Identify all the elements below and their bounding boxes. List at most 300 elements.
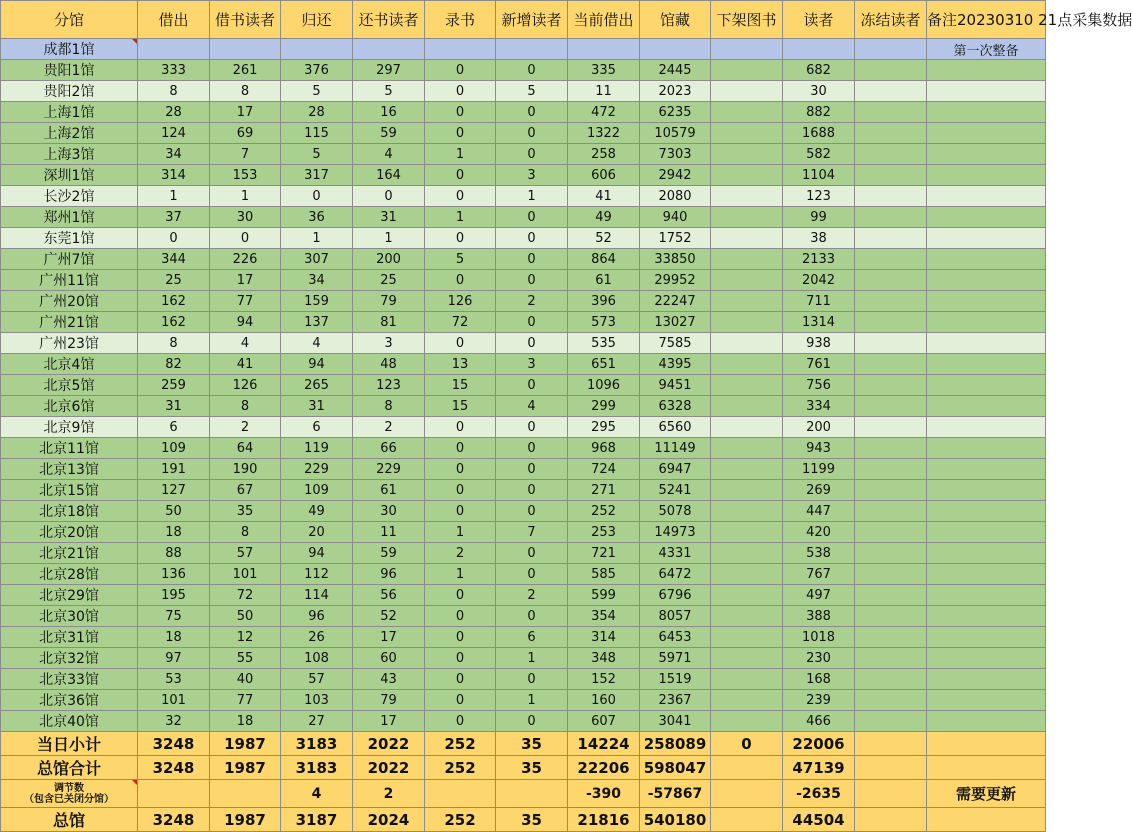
value-cell[interactable]: 40 (210, 669, 281, 690)
row-label-cell[interactable]: 总馆 (1, 808, 138, 832)
memo-cell[interactable] (927, 228, 1046, 249)
column-header[interactable]: 下架图书 (711, 1, 783, 39)
value-cell[interactable]: 258 (568, 144, 640, 165)
value-cell[interactable]: 5 (353, 81, 425, 102)
branch-name-cell[interactable]: 广州21馆 (1, 312, 138, 333)
value-cell[interactable]: 30 (210, 207, 281, 228)
branch-name-cell[interactable]: 郑州1馆 (1, 207, 138, 228)
value-cell[interactable]: 943 (783, 438, 855, 459)
value-cell[interactable]: 17 (210, 270, 281, 291)
value-cell[interactable]: 64 (210, 438, 281, 459)
branch-name-cell[interactable]: 广州11馆 (1, 270, 138, 291)
value-cell[interactable]: 34 (138, 144, 210, 165)
value-cell[interactable] (711, 228, 783, 249)
branch-name-cell[interactable]: 北京32馆 (1, 648, 138, 669)
value-cell[interactable] (855, 291, 927, 312)
value-cell[interactable] (711, 690, 783, 711)
value-cell[interactable]: 22206 (568, 756, 640, 780)
value-cell[interactable] (855, 808, 927, 832)
value-cell[interactable]: 152 (568, 669, 640, 690)
value-cell[interactable]: 2445 (640, 60, 711, 81)
value-cell[interactable]: 252 (568, 501, 640, 522)
value-cell[interactable]: 0 (425, 60, 496, 81)
value-cell[interactable]: 153 (210, 165, 281, 186)
value-cell[interactable]: 0 (425, 648, 496, 669)
branch-name-cell[interactable]: 北京36馆 (1, 690, 138, 711)
value-cell[interactable] (711, 312, 783, 333)
value-cell[interactable]: 271 (568, 480, 640, 501)
row-label-cell[interactable]: 当日小计 (1, 732, 138, 756)
value-cell[interactable]: 295 (568, 417, 640, 438)
memo-cell[interactable] (927, 585, 1046, 606)
value-cell[interactable]: 34 (281, 270, 353, 291)
value-cell[interactable] (711, 375, 783, 396)
memo-cell[interactable] (927, 564, 1046, 585)
value-cell[interactable]: 17 (353, 711, 425, 732)
value-cell[interactable]: 0 (496, 564, 568, 585)
value-cell[interactable]: 7 (496, 522, 568, 543)
value-cell[interactable] (855, 459, 927, 480)
value-cell[interactable] (711, 60, 783, 81)
value-cell[interactable] (855, 627, 927, 648)
value-cell[interactable] (855, 756, 927, 780)
value-cell[interactable]: 82 (138, 354, 210, 375)
value-cell[interactable]: 226 (210, 249, 281, 270)
value-cell[interactable]: 69 (210, 123, 281, 144)
value-cell[interactable]: 761 (783, 354, 855, 375)
value-cell[interactable]: 0 (496, 543, 568, 564)
value-cell[interactable] (711, 144, 783, 165)
column-header[interactable]: 还书读者 (353, 1, 425, 39)
value-cell[interactable]: 599 (568, 585, 640, 606)
value-cell[interactable]: 1 (425, 144, 496, 165)
column-header[interactable]: 录书 (425, 1, 496, 39)
value-cell[interactable] (855, 249, 927, 270)
value-cell[interactable]: 472 (568, 102, 640, 123)
value-cell[interactable] (855, 543, 927, 564)
value-cell[interactable]: 4395 (640, 354, 711, 375)
column-header[interactable]: 分馆 (1, 1, 138, 39)
value-cell[interactable]: 13027 (640, 312, 711, 333)
value-cell[interactable]: 0 (425, 669, 496, 690)
value-cell[interactable]: 6472 (640, 564, 711, 585)
value-cell[interactable]: 0 (496, 333, 568, 354)
value-cell[interactable]: 162 (138, 312, 210, 333)
value-cell[interactable]: 94 (281, 354, 353, 375)
value-cell[interactable]: 756 (783, 375, 855, 396)
value-cell[interactable]: 269 (783, 480, 855, 501)
value-cell[interactable]: 123 (783, 186, 855, 207)
value-cell[interactable]: -2635 (783, 780, 855, 808)
value-cell[interactable] (855, 270, 927, 291)
value-cell[interactable]: 28 (281, 102, 353, 123)
value-cell[interactable] (711, 81, 783, 102)
value-cell[interactable]: 67 (210, 480, 281, 501)
value-cell[interactable] (711, 354, 783, 375)
value-cell[interactable]: 4 (353, 144, 425, 165)
value-cell[interactable]: 7585 (640, 333, 711, 354)
memo-cell[interactable] (927, 522, 1046, 543)
value-cell[interactable]: 3 (496, 165, 568, 186)
value-cell[interactable]: 1987 (210, 808, 281, 832)
value-cell[interactable]: 72 (425, 312, 496, 333)
value-cell[interactable]: 200 (353, 249, 425, 270)
column-header[interactable]: 借书读者 (210, 1, 281, 39)
value-cell[interactable]: 101 (138, 690, 210, 711)
value-cell[interactable]: 22247 (640, 291, 711, 312)
value-cell[interactable]: 0 (496, 102, 568, 123)
value-cell[interactable]: 5 (496, 81, 568, 102)
column-header[interactable]: 当前借出 (568, 1, 640, 39)
value-cell[interactable]: 160 (568, 690, 640, 711)
value-cell[interactable]: 190 (210, 459, 281, 480)
value-cell[interactable] (855, 669, 927, 690)
memo-cell[interactable] (927, 144, 1046, 165)
value-cell[interactable]: 0 (425, 186, 496, 207)
value-cell[interactable]: 259 (138, 375, 210, 396)
value-cell[interactable]: 49 (281, 501, 353, 522)
value-cell[interactable]: 0 (496, 249, 568, 270)
value-cell[interactable]: 0 (496, 501, 568, 522)
value-cell[interactable]: 50 (210, 606, 281, 627)
value-cell[interactable] (711, 669, 783, 690)
value-cell[interactable]: 126 (210, 375, 281, 396)
value-cell[interactable]: 5971 (640, 648, 711, 669)
branch-name-cell[interactable]: 东莞1馆 (1, 228, 138, 249)
memo-cell[interactable] (927, 354, 1046, 375)
memo-cell[interactable] (927, 732, 1046, 756)
value-cell[interactable]: 4 (210, 333, 281, 354)
value-cell[interactable]: 28 (138, 102, 210, 123)
value-cell[interactable] (711, 627, 783, 648)
value-cell[interactable]: 4 (281, 333, 353, 354)
value-cell[interactable]: 37 (138, 207, 210, 228)
value-cell[interactable]: 112 (281, 564, 353, 585)
value-cell[interactable]: 11 (353, 522, 425, 543)
value-cell[interactable]: 0 (711, 732, 783, 756)
branch-name-cell[interactable]: 北京5馆 (1, 375, 138, 396)
value-cell[interactable]: 335 (568, 60, 640, 81)
value-cell[interactable]: 8 (210, 81, 281, 102)
value-cell[interactable]: 2 (210, 417, 281, 438)
value-cell[interactable] (711, 606, 783, 627)
value-cell[interactable]: 1752 (640, 228, 711, 249)
value-cell[interactable]: 31 (353, 207, 425, 228)
value-cell[interactable] (855, 102, 927, 123)
memo-cell[interactable] (927, 480, 1046, 501)
memo-cell[interactable] (927, 690, 1046, 711)
branch-name-cell[interactable]: 贵阳2馆 (1, 81, 138, 102)
value-cell[interactable]: 96 (281, 606, 353, 627)
value-cell[interactable]: 2 (496, 585, 568, 606)
value-cell[interactable]: 0 (496, 144, 568, 165)
value-cell[interactable]: 1018 (783, 627, 855, 648)
value-cell[interactable]: 1 (281, 228, 353, 249)
value-cell[interactable]: 497 (783, 585, 855, 606)
value-cell[interactable]: 0 (425, 459, 496, 480)
memo-cell[interactable] (927, 312, 1046, 333)
value-cell[interactable]: 0 (281, 186, 353, 207)
value-cell[interactable] (855, 39, 927, 60)
value-cell[interactable] (855, 165, 927, 186)
value-cell[interactable] (711, 102, 783, 123)
memo-cell[interactable] (927, 165, 1046, 186)
value-cell[interactable]: 3 (496, 354, 568, 375)
value-cell[interactable]: 35 (496, 756, 568, 780)
value-cell[interactable]: 96 (353, 564, 425, 585)
value-cell[interactable]: 344 (138, 249, 210, 270)
branch-name-cell[interactable]: 北京11馆 (1, 438, 138, 459)
value-cell[interactable]: 252 (425, 756, 496, 780)
value-cell[interactable]: 77 (210, 291, 281, 312)
value-cell[interactable]: 314 (138, 165, 210, 186)
column-header[interactable]: 新增读者 (496, 1, 568, 39)
value-cell[interactable] (711, 249, 783, 270)
value-cell[interactable] (855, 228, 927, 249)
value-cell[interactable]: 1322 (568, 123, 640, 144)
value-cell[interactable]: 0 (496, 711, 568, 732)
value-cell[interactable] (711, 333, 783, 354)
value-cell[interactable]: 333 (138, 60, 210, 81)
value-cell[interactable]: 1 (425, 564, 496, 585)
value-cell[interactable]: 606 (568, 165, 640, 186)
value-cell[interactable]: 348 (568, 648, 640, 669)
column-header[interactable]: 冻结读者 (855, 1, 927, 39)
value-cell[interactable]: 314 (568, 627, 640, 648)
value-cell[interactable]: 253 (568, 522, 640, 543)
value-cell[interactable]: 230 (783, 648, 855, 669)
memo-cell[interactable] (927, 249, 1046, 270)
value-cell[interactable]: 258089 (640, 732, 711, 756)
value-cell[interactable] (711, 165, 783, 186)
value-cell[interactable]: 6 (281, 417, 353, 438)
value-cell[interactable]: 598047 (640, 756, 711, 780)
value-cell[interactable]: 6560 (640, 417, 711, 438)
value-cell[interactable]: 8057 (640, 606, 711, 627)
value-cell[interactable]: 59 (353, 543, 425, 564)
value-cell[interactable]: 33850 (640, 249, 711, 270)
value-cell[interactable]: 0 (425, 333, 496, 354)
value-cell[interactable]: 538 (783, 543, 855, 564)
value-cell[interactable]: 11 (568, 81, 640, 102)
value-cell[interactable] (855, 564, 927, 585)
value-cell[interactable]: 0 (425, 480, 496, 501)
value-cell[interactable]: 12 (210, 627, 281, 648)
value-cell[interactable]: 265 (281, 375, 353, 396)
value-cell[interactable]: 0 (425, 690, 496, 711)
value-cell[interactable] (855, 312, 927, 333)
value-cell[interactable]: 864 (568, 249, 640, 270)
value-cell[interactable]: 2023 (640, 81, 711, 102)
memo-cell[interactable] (927, 808, 1046, 832)
value-cell[interactable]: 711 (783, 291, 855, 312)
value-cell[interactable] (855, 501, 927, 522)
value-cell[interactable] (711, 207, 783, 228)
value-cell[interactable] (711, 459, 783, 480)
value-cell[interactable]: 607 (568, 711, 640, 732)
value-cell[interactable]: 0 (425, 438, 496, 459)
value-cell[interactable]: 8 (210, 396, 281, 417)
value-cell[interactable]: 15 (425, 375, 496, 396)
value-cell[interactable]: 14224 (568, 732, 640, 756)
value-cell[interactable]: 55 (210, 648, 281, 669)
value-cell[interactable]: 307 (281, 249, 353, 270)
value-cell[interactable]: 6235 (640, 102, 711, 123)
value-cell[interactable]: 2 (353, 780, 425, 808)
value-cell[interactable]: 1987 (210, 732, 281, 756)
value-cell[interactable]: 252 (425, 732, 496, 756)
value-cell[interactable]: 53 (138, 669, 210, 690)
branch-name-cell[interactable]: 深圳1馆 (1, 165, 138, 186)
value-cell[interactable]: 252 (425, 808, 496, 832)
value-cell[interactable]: 52 (568, 228, 640, 249)
value-cell[interactable]: 582 (783, 144, 855, 165)
value-cell[interactable]: 2022 (353, 732, 425, 756)
memo-cell[interactable] (927, 711, 1046, 732)
value-cell[interactable]: 44504 (783, 808, 855, 832)
value-cell[interactable] (281, 39, 353, 60)
memo-cell[interactable] (927, 669, 1046, 690)
branch-name-cell[interactable]: 北京28馆 (1, 564, 138, 585)
value-cell[interactable]: 15 (425, 396, 496, 417)
value-cell[interactable] (855, 354, 927, 375)
value-cell[interactable]: 239 (783, 690, 855, 711)
value-cell[interactable]: 3183 (281, 756, 353, 780)
value-cell[interactable]: 0 (425, 123, 496, 144)
value-cell[interactable]: 6947 (640, 459, 711, 480)
memo-cell[interactable] (927, 501, 1046, 522)
value-cell[interactable]: 21816 (568, 808, 640, 832)
value-cell[interactable] (711, 291, 783, 312)
value-cell[interactable] (138, 780, 210, 808)
value-cell[interactable] (855, 732, 927, 756)
value-cell[interactable]: 35 (496, 732, 568, 756)
value-cell[interactable]: 1987 (210, 756, 281, 780)
value-cell[interactable]: 27 (281, 711, 353, 732)
value-cell[interactable]: 4331 (640, 543, 711, 564)
branch-name-cell[interactable]: 北京21馆 (1, 543, 138, 564)
value-cell[interactable]: 18 (210, 711, 281, 732)
branch-name-cell[interactable]: 北京13馆 (1, 459, 138, 480)
column-header[interactable]: 馆藏 (640, 1, 711, 39)
value-cell[interactable]: 26 (281, 627, 353, 648)
value-cell[interactable] (711, 39, 783, 60)
value-cell[interactable]: 97 (138, 648, 210, 669)
memo-cell[interactable] (927, 270, 1046, 291)
value-cell[interactable]: 1096 (568, 375, 640, 396)
value-cell[interactable]: 1 (353, 228, 425, 249)
value-cell[interactable]: 195 (138, 585, 210, 606)
value-cell[interactable]: 3 (353, 333, 425, 354)
value-cell[interactable]: 376 (281, 60, 353, 81)
value-cell[interactable]: 31 (281, 396, 353, 417)
value-cell[interactable]: 3248 (138, 808, 210, 832)
value-cell[interactable]: 0 (425, 585, 496, 606)
value-cell[interactable] (855, 60, 927, 81)
value-cell[interactable]: 1 (496, 648, 568, 669)
value-cell[interactable]: 0 (496, 669, 568, 690)
value-cell[interactable]: 59 (353, 123, 425, 144)
value-cell[interactable]: 297 (353, 60, 425, 81)
value-cell[interactable] (711, 417, 783, 438)
value-cell[interactable]: 466 (783, 711, 855, 732)
branch-name-cell[interactable]: 北京9馆 (1, 417, 138, 438)
value-cell[interactable] (711, 480, 783, 501)
memo-cell[interactable] (927, 396, 1046, 417)
branch-name-cell[interactable]: 北京33馆 (1, 669, 138, 690)
value-cell[interactable]: 2080 (640, 186, 711, 207)
value-cell[interactable] (783, 39, 855, 60)
value-cell[interactable] (855, 123, 927, 144)
value-cell[interactable]: 136 (138, 564, 210, 585)
value-cell[interactable]: 940 (640, 207, 711, 228)
branch-name-cell[interactable]: 长沙2馆 (1, 186, 138, 207)
value-cell[interactable]: 77 (210, 690, 281, 711)
value-cell[interactable] (496, 780, 568, 808)
value-cell[interactable] (711, 501, 783, 522)
value-cell[interactable]: 2133 (783, 249, 855, 270)
value-cell[interactable]: 4 (281, 780, 353, 808)
value-cell[interactable]: 1 (138, 186, 210, 207)
branch-name-cell[interactable]: 广州20馆 (1, 291, 138, 312)
value-cell[interactable]: 126 (425, 291, 496, 312)
value-cell[interactable] (496, 39, 568, 60)
value-cell[interactable]: 317 (281, 165, 353, 186)
value-cell[interactable]: 724 (568, 459, 640, 480)
value-cell[interactable]: 0 (210, 228, 281, 249)
value-cell[interactable]: 3187 (281, 808, 353, 832)
value-cell[interactable]: 75 (138, 606, 210, 627)
value-cell[interactable]: 0 (425, 102, 496, 123)
value-cell[interactable]: 10579 (640, 123, 711, 144)
value-cell[interactable] (711, 808, 783, 832)
value-cell[interactable]: 14973 (640, 522, 711, 543)
value-cell[interactable] (855, 780, 927, 808)
value-cell[interactable]: 57 (210, 543, 281, 564)
value-cell[interactable] (353, 39, 425, 60)
value-cell[interactable]: 8 (353, 396, 425, 417)
value-cell[interactable] (855, 144, 927, 165)
memo-cell[interactable] (927, 60, 1046, 81)
value-cell[interactable]: 88 (138, 543, 210, 564)
branch-name-cell[interactable]: 北京6馆 (1, 396, 138, 417)
value-cell[interactable] (210, 780, 281, 808)
value-cell[interactable]: 0 (425, 606, 496, 627)
value-cell[interactable]: 8 (210, 522, 281, 543)
value-cell[interactable]: 8 (138, 333, 210, 354)
memo-cell[interactable] (927, 81, 1046, 102)
value-cell[interactable]: 200 (783, 417, 855, 438)
memo-cell[interactable] (927, 438, 1046, 459)
value-cell[interactable]: 1 (496, 690, 568, 711)
value-cell[interactable]: 13 (425, 354, 496, 375)
memo-cell[interactable] (927, 375, 1046, 396)
value-cell[interactable]: 0 (496, 459, 568, 480)
branch-name-cell[interactable]: 北京29馆 (1, 585, 138, 606)
value-cell[interactable]: 43 (353, 669, 425, 690)
value-cell[interactable]: 103 (281, 690, 353, 711)
value-cell[interactable]: 61 (568, 270, 640, 291)
branch-name-cell[interactable]: 上海3馆 (1, 144, 138, 165)
value-cell[interactable]: 109 (281, 480, 353, 501)
value-cell[interactable] (640, 39, 711, 60)
value-cell[interactable]: 6453 (640, 627, 711, 648)
branch-name-cell[interactable]: 北京20馆 (1, 522, 138, 543)
value-cell[interactable]: 9451 (640, 375, 711, 396)
value-cell[interactable]: 651 (568, 354, 640, 375)
value-cell[interactable]: 354 (568, 606, 640, 627)
branch-name-cell[interactable]: 贵阳1馆 (1, 60, 138, 81)
